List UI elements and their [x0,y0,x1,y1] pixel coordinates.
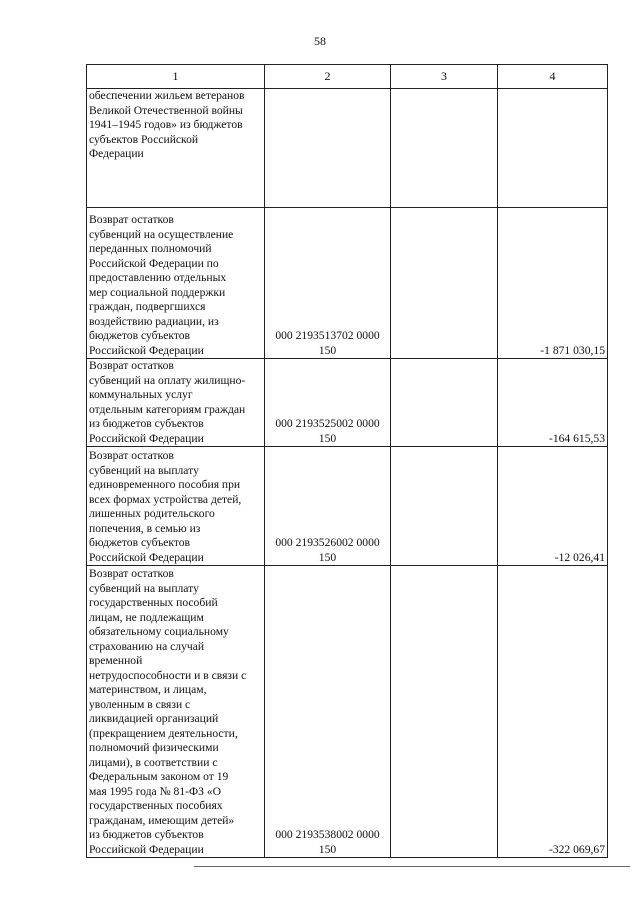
row-amount: -12 026,41 [498,447,608,566]
row-description-cell [87,89,265,208]
header-col-3: 3 [391,65,498,89]
row-code-cell [265,359,391,447]
row-code-cell [265,89,391,208]
row-code-cell [265,447,391,566]
header-col-4: 4 [498,65,608,89]
footer-divider [194,866,630,867]
row-code-cell [265,208,391,359]
row-code: 000 2193525002 0000 150 [275,417,380,445]
row-description-cell [87,359,265,447]
row-description: Возврат остатков субвенций на выплату единовременного пособия при всех формах устройства детей, лишенных родительского попечения, в семью из бюджетов субъектов Российской Федерации [89,449,242,564]
header-col-1: 1 [87,65,265,89]
row-code-cell [265,566,391,858]
row-description: Возврат остатков субвенций на осуществление переданных полномочий Российской Федерации по предоставлению отдельных мер социальной поддержки граждан, подвергшихся воздействию радиации, из бюджетов субъектов Российской Федерации [89,213,234,357]
header-col-2: 2 [265,65,391,89]
row-amount: -322 069,67 [498,566,608,858]
table-row [87,89,608,208]
table-row [87,447,608,566]
table-row [87,208,608,359]
row-amount: -164 615,53 [498,359,608,447]
table-row [87,566,608,858]
budget-table [86,64,608,858]
row-col3-cell [391,359,498,447]
row-description-cell [87,447,265,566]
row-code: 000 2193526002 0000 150 [275,536,380,564]
row-col3-cell [391,447,498,566]
row-col3-cell [391,208,498,359]
row-amount: -1 871 030,15 [498,208,608,359]
row-amount [498,89,608,208]
row-description: обеспечении жильем ветеранов Великой Отечественной войны 1941–1945 годов» из бюджетов субъектов Российской Федерации [89,89,245,160]
table-header-row [87,65,608,89]
row-code: 000 2193538002 0000 150 [275,828,380,856]
table-row [87,359,608,447]
row-col3-cell [391,89,498,208]
page-number: 58 [314,34,326,48]
row-description-cell [87,566,265,858]
row-description: Возврат остатков субвенций на оплату жилищно- коммунальных услуг отдельным категориям граждан из бюджетов субъектов Российской Федерации [89,359,246,445]
row-col3-cell [391,566,498,858]
row-description-cell [87,208,265,359]
row-code: 000 2193513702 0000 150 [275,329,380,357]
row-description: Возврат остатков субвенций на выплату государственных пособий лицам, не подлежащим обязательному социальному страхованию на случай временной нетрудоспособности и в связи с материнством, и лицам, уволенным в связи с ликвидацией организаций (прекращением деятельности, полномочий физическими лицами), в соответствии с Федеральным законом от 19 мая 1995 года № 81-ФЗ «О государственных пособиях гражданам, имеющим детей» из бюджетов субъектов Российской Федерации [89,567,247,856]
